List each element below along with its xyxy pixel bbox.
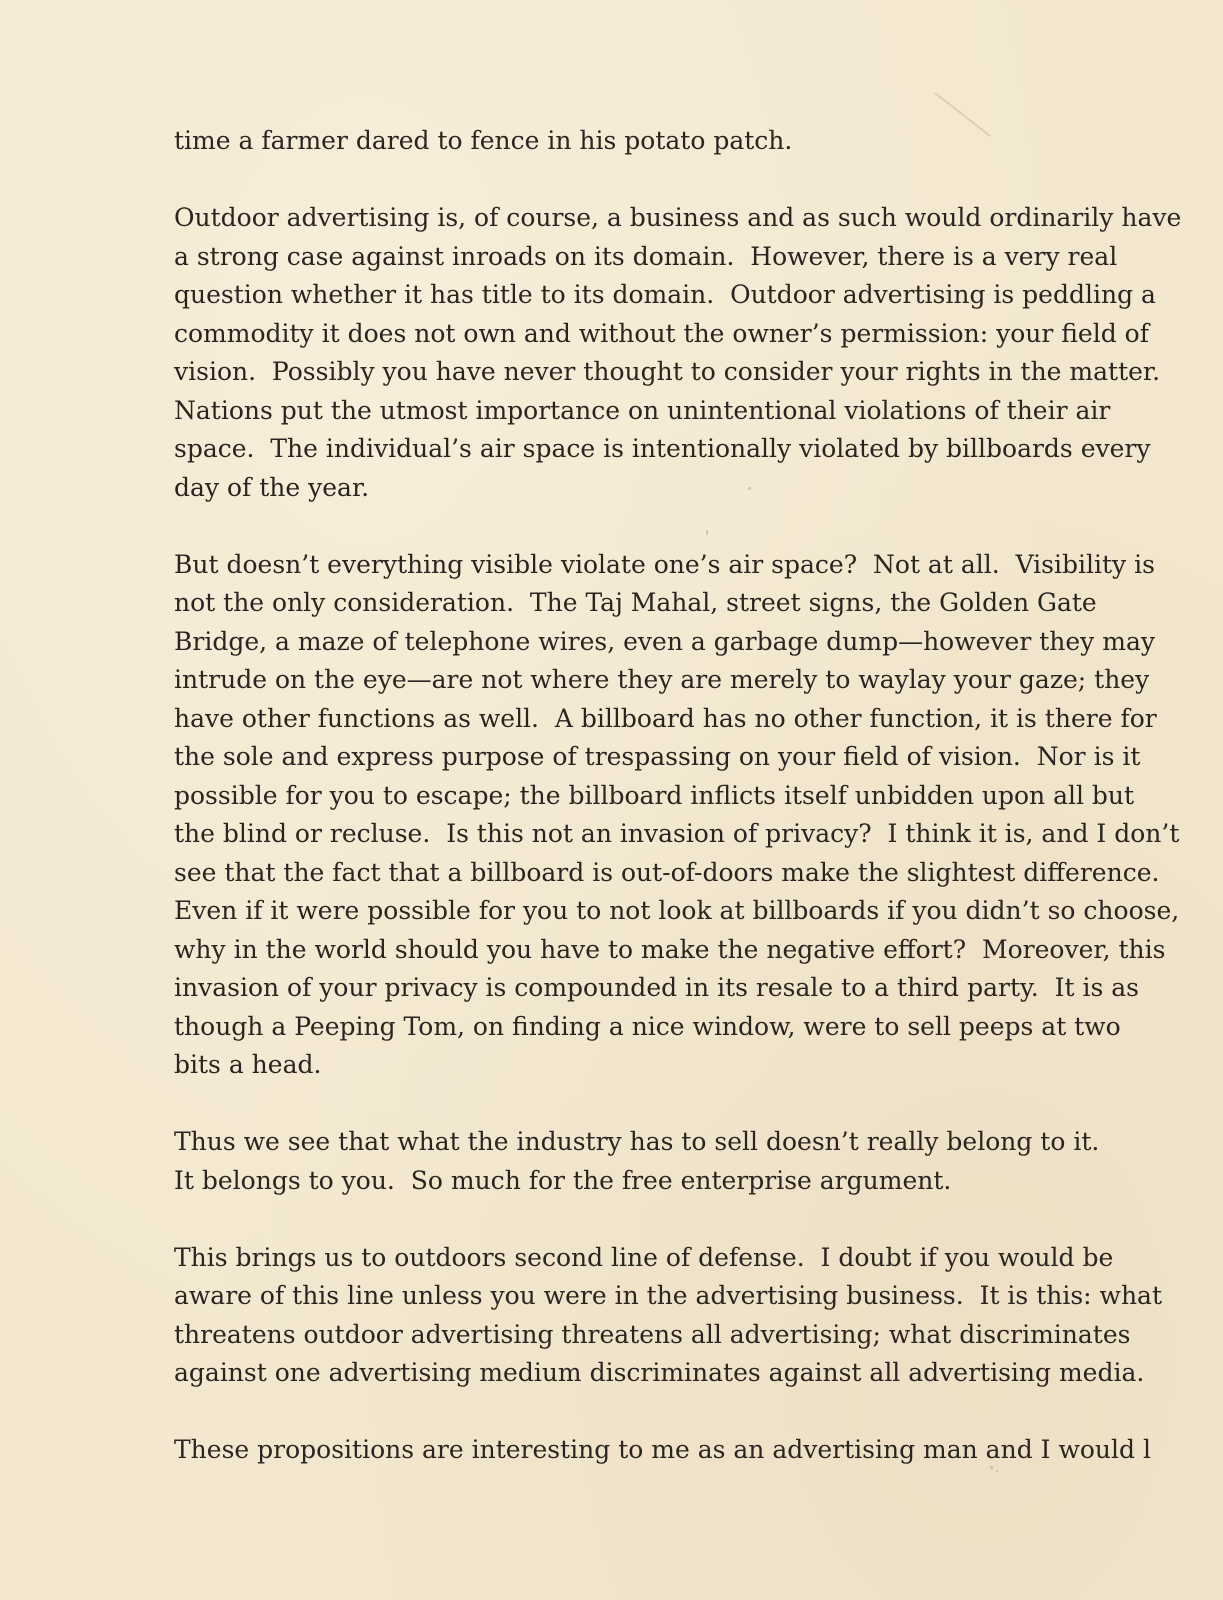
text-line: against one advertising medium discriminates against all advertising media. — [174, 1358, 1145, 1387]
paragraph — [174, 1239, 1163, 1393]
text-line: commodity it does not own and without the owner’s permission: your field of — [174, 318, 1149, 348]
text-line: though a Peeping Tom, on finding a nice window, were to sell peeps at two — [174, 1011, 1121, 1041]
text-line: day of the year. — [174, 472, 370, 502]
text-line: time a farmer dared to fence in his potato patch. — [174, 126, 793, 155]
paragraph — [174, 199, 1182, 507]
text-line: question whether it has title to its domain. Outdoor advertising is peddling a — [174, 280, 1156, 309]
paragraph-gap — [174, 1393, 1134, 1432]
text-line: see that the fact that a billboard is out-of-doors make the slightest difference. — [174, 857, 1160, 887]
text-line: It belongs to you. So much for the free enterprise argument. — [174, 1165, 952, 1195]
text-line: vision. Possibly you have never thought to consider your rights in the matter. — [174, 357, 1161, 386]
text-line: aware of this line unless you were in the advertising business. It is this: what — [174, 1281, 1163, 1310]
paragraph-gap — [174, 1200, 1134, 1239]
text-line: Nations put the utmost importance on unintentional violations of their air — [174, 395, 1111, 425]
text-line: Even if it were possible for you to not look at billboards if you didn’t so choose, — [174, 896, 1180, 925]
text-line: have other functions as well. A billboard has no other function, it is there for — [174, 703, 1157, 733]
text-line: But doesn’t everything visible violate one’s air space? Not at all. Visibility is — [174, 549, 1155, 579]
text-line: Outdoor advertising is, of course, a business and as such would ordinarily have — [174, 203, 1182, 232]
text-line: a strong case against inroads on its domain. However, there is a very real — [174, 241, 1118, 271]
text-line: space. The individual’s air space is intentionally violated by billboards every — [174, 434, 1151, 463]
text-line: bits a head. — [174, 1050, 322, 1079]
text-line: why in the world should you have to make the negative effort? Moreover, this — [174, 934, 1166, 964]
ink-speck — [996, 1470, 998, 1472]
paragraph — [174, 122, 1134, 161]
text-line: Thus we see that what the industry has to sell doesn’t really belong to it. — [174, 1127, 1100, 1156]
paragraph-gap — [174, 507, 1134, 546]
text-line: the sole and express purpose of trespassing on your field of vision. Nor is it — [174, 742, 1141, 771]
text-line: invasion of your privacy is compounded in its resale to a third party. It is as — [174, 973, 1140, 1002]
paragraph — [174, 1431, 1151, 1470]
paragraph — [174, 1123, 1134, 1200]
paragraph — [174, 546, 1180, 1085]
typed-letter-body — [174, 122, 1182, 1470]
text-line: possible for you to escape; the billboard inflicts itself unbidden upon all but — [174, 780, 1135, 810]
text-line: This brings us to outdoors second line of defense. I doubt if you would be — [174, 1242, 1114, 1272]
paragraph-gap — [174, 1085, 1134, 1124]
text-line: These propositions are interesting to me as an advertising man and I would l — [174, 1435, 1151, 1464]
paragraph-gap — [174, 161, 1134, 200]
text-line: threatens outdoor advertising threatens all advertising; what discriminates — [174, 1319, 1131, 1349]
text-line: not the only consideration. The Taj Mahal, street signs, the Golden Gate — [174, 588, 1097, 617]
text-line: Bridge, a maze of telephone wires, even a garbage dump—however they may — [174, 626, 1155, 656]
text-line: the blind or recluse. Is this not an invasion of privacy? I think it is, and I don’t — [174, 819, 1180, 848]
text-line: intrude on the eye—are not where they are merely to waylay your gaze; they — [174, 665, 1150, 694]
